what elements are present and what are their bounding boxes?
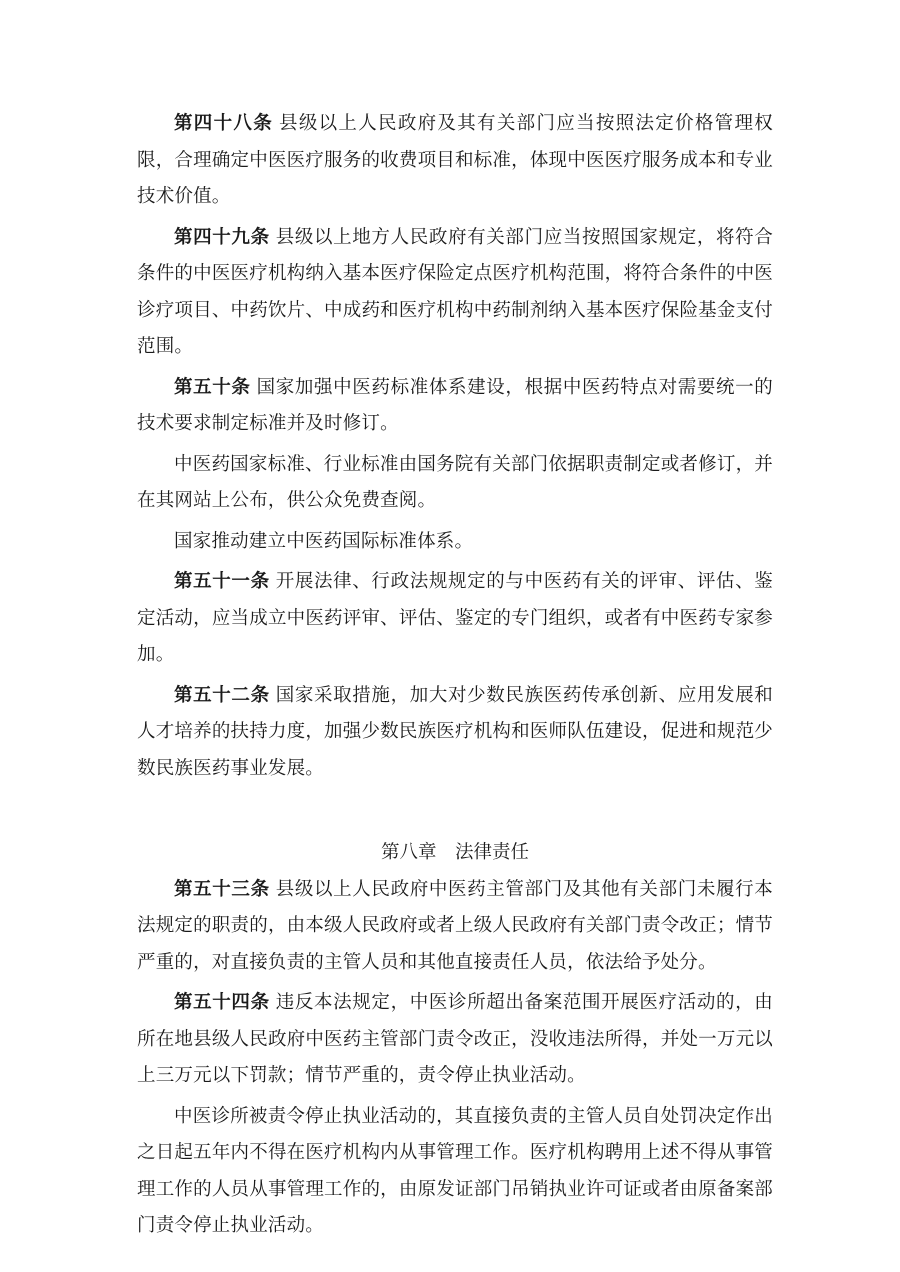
- article-48: [137, 106, 773, 216]
- document-page: [137, 106, 773, 1245]
- article-number: 第五十四条: [174, 992, 270, 1013]
- article-number: 第五十条: [174, 376, 251, 398]
- article-text: 县级以上人民政府及其有关部门应当按照法定价格管理权限，合理确定中医医疗服务的收费项目和标准，体现中医医疗服务成本和专业技术价值。: [137, 113, 773, 207]
- paragraph-text: 国家推动建立中医药国际标准体系。: [174, 530, 474, 552]
- article-49: [137, 220, 773, 366]
- article-51: [137, 564, 773, 674]
- paragraph-text: 中医药国家标准、行业标准由国务院有关部门依据职责制定或者修订，并在其网站上公布，供公众免费查阅。: [137, 453, 773, 511]
- article-number: 第四十八条: [174, 113, 274, 134]
- article-number: 第四十九条: [174, 226, 270, 248]
- article-text: 县级以上地方人民政府有关部门应当按照国家规定，将符合条件的中医医疗机构纳入基本医疗保险定点医疗机构范围，将符合条件的中医诊疗项目、中药饮片、中成药和医疗机构中药制剂纳入基本医疗保险基金支付范围。: [137, 226, 773, 357]
- article-50-paragraph-2: [137, 447, 773, 520]
- article-50: [137, 370, 773, 443]
- article-number: 第五十三条: [174, 878, 270, 900]
- article-text: 县级以上人民政府中医药主管部门及其他有关部门未履行本法规定的职责的，由本级人民政府或者上级人民政府有关部门责令改正；情节严重的，对直接负责的主管人员和其他直接责任人员，依法给予处分。: [137, 878, 773, 973]
- article-52: [137, 678, 773, 788]
- article-50-paragraph-3: [137, 524, 773, 561]
- article-text: 开展法律、行政法规规定的与中医药有关的评审、评估、鉴定活动，应当成立中医药评审、评估、鉴定的专门组织，或者有中医药专家参加。: [137, 571, 773, 665]
- article-text: 国家采取措施，加大对少数民族医药传承创新、应用发展和人才培养的扶持力度，加强少数民族医疗机构和医师队伍建设，促进和规范少数民族医药事业发展。: [137, 684, 773, 779]
- paragraph-text: 中医诊所被责令停止执业活动的，其直接负责的主管人员自处罚决定作出之日起五年内不得在医疗机构内从事管理工作。医疗机构聘用上述不得从事管理工作的人员从事管理工作的，由原发证部门吊销执业许可证或者由原备案部门责令停止执业活动。: [137, 1105, 773, 1236]
- article-number: 第五十二条: [174, 684, 270, 706]
- article-text: 违反本法规定，中医诊所超出备案范围开展医疗活动的，由所在地县级人民政府中医药主管部门责令改正，没收违法所得，并处一万元以上三万元以下罚款；情节严重的，责令停止执业活动。: [137, 992, 773, 1086]
- chapter-heading: 第八章 法律责任: [380, 842, 529, 863]
- article-54-paragraph-2: [137, 1099, 773, 1245]
- article-number: 第五十一条: [174, 571, 270, 592]
- article-53: [137, 872, 773, 982]
- article-text: 国家加强中医药标准体系建设，根据中医药特点对需要统一的技术要求制定标准并及时修订。: [137, 376, 773, 434]
- article-54: [137, 985, 773, 1095]
